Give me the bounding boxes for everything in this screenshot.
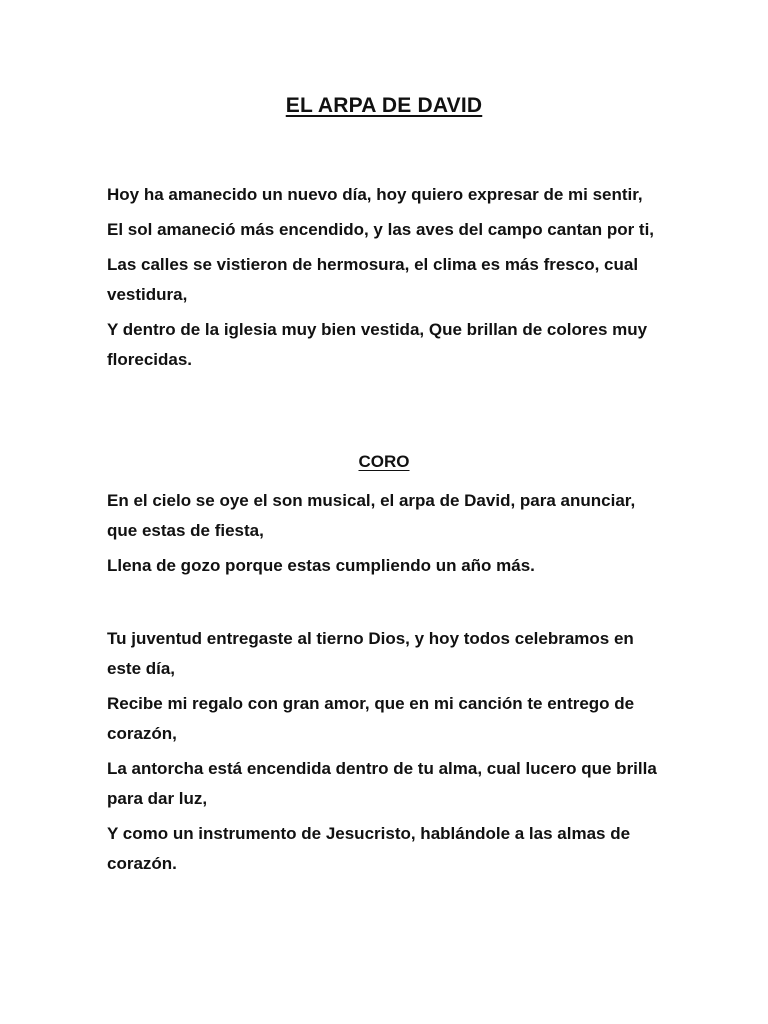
chorus-heading: CORO [358, 452, 410, 471]
chorus [107, 486, 667, 581]
verse-1-line: Hoy ha amanecido un nuevo día, hoy quiero expresar de mi sentir, [107, 185, 643, 204]
chorus-line: Llena de gozo porque estas cumpliendo un año más. [107, 556, 535, 575]
verse-1 [107, 180, 667, 375]
verse-2-line: Tu juventud entregaste al tierno Dios, y hoy todos celebramos en este día, [107, 629, 634, 678]
verse-1-line: El sol amaneció más encendido, y las aves del campo cantan por ti, [107, 220, 655, 239]
chorus-line: En el cielo se oye el son musical, el arpa de David, para anunciar, que estas de fiesta, [107, 491, 636, 540]
verse-2-line: Y como un instrumento de Jesucristo, hablándole a las almas de corazón. [107, 824, 631, 873]
verse-2-line: La antorcha está encendida dentro de tu alma, cual lucero que brilla para dar luz, [107, 759, 657, 808]
verse-1-line: Las calles se vistieron de hermosura, el clima es más fresco, cual vestidura, [107, 255, 639, 304]
verse-2-line: Recibe mi regalo con gran amor, que en mi canción te entrego de corazón, [107, 694, 635, 743]
verse-2 [107, 624, 667, 879]
verse-1-line: Y dentro de la iglesia muy bien vestida, Que brillan de colores muy florecidas. [107, 320, 648, 369]
page-title: EL ARPA DE DAVID [285, 94, 483, 117]
